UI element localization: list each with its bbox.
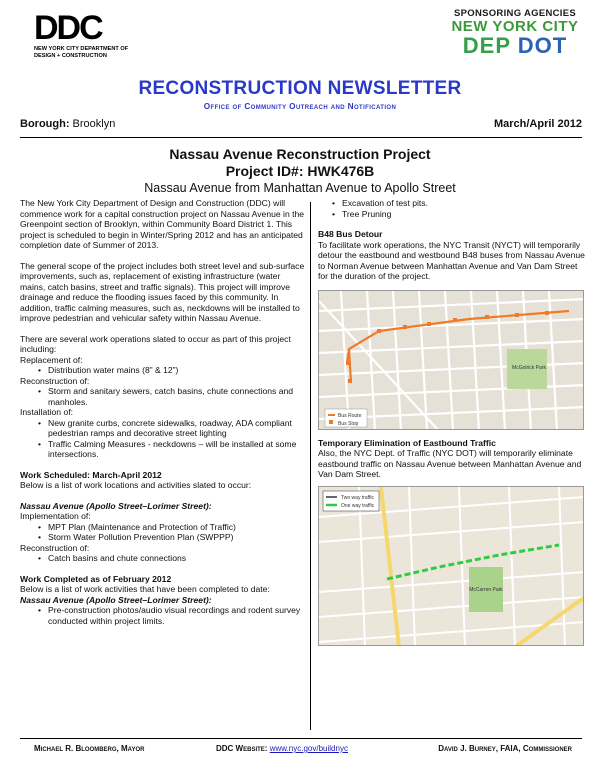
website-link[interactable]: www.nyc.gov/buildnyc <box>269 744 348 753</box>
dot-logo: DOT <box>517 33 568 58</box>
work-completed-title: Work Completed as of February 2012 <box>20 573 172 584</box>
installation-list <box>20 418 307 460</box>
project-heading <box>0 146 600 195</box>
replacement-label: Replacement of: <box>20 354 83 365</box>
reconstruction2-label: Reconstruction of: <box>20 542 90 553</box>
list-item: • Storm Water Pollution Prevention Plan (SWPPP) <box>38 532 307 543</box>
list-item: • Distribution water mains (8” & 12”) <box>38 365 307 376</box>
location-heading: Nassau Avenue (Apollo Street–Lorimer Street): <box>20 594 212 605</box>
bottom-rule <box>20 738 582 739</box>
installation-label: Installation of: <box>20 407 74 417</box>
sponsoring-agencies-logo <box>440 8 590 72</box>
ddc-logo-line2: DESIGN + CONSTRUCTION <box>34 53 107 59</box>
replacement-list <box>20 365 307 376</box>
masthead <box>0 78 600 111</box>
intro-paragraph: The New York City Department of Design and Construction (DDC) will commence work for a capital construction project on Nassau Avenue in the Greenpoint section of Brooklyn, within Community Board District 1. This project is scheduled to begin in Winter/Spring 2012 and has an anticipated completion date of Summer of 2013. <box>20 198 305 250</box>
project-title: Nassau Avenue Reconstruction Project <box>169 146 431 162</box>
ddc-logo-line1: NEW YORK CITY DEPARTMENT OF <box>34 46 129 52</box>
sponsor-agency-names <box>440 35 590 57</box>
reconstruction-label: Reconstruction of: <box>20 375 90 386</box>
bus-detour-title: B48 Bus Detour <box>318 229 383 239</box>
list-item: • New granite curbs, concrete sidewalks, roadway, ADA compliant pedestrian ramps and decorative street lighting <box>38 418 307 439</box>
website-label: DDC Website: <box>216 744 268 753</box>
page-footer <box>20 744 582 762</box>
traffic-title: Temporary Elimination of Eastbound Traffic <box>318 437 496 448</box>
list-item: • Storm and sanitary sewers, catch basins, chute connections and manholes. <box>38 386 307 407</box>
list-item: • Excavation of test pits. <box>332 198 586 209</box>
column-divider <box>310 202 311 730</box>
map2-park-label: McCarren Park <box>469 586 503 593</box>
sponsor-city: NEW YORK CITY <box>451 18 579 35</box>
website-credit <box>216 744 348 753</box>
issue-date: March/April 2012 <box>493 118 582 130</box>
page-header <box>0 0 600 74</box>
list-item: • MPT Plan (Maintenance and Protection of Traffic) <box>38 522 307 533</box>
map2-legend-one-way: One way traffic <box>341 502 375 509</box>
ddc-logo-letters: DDC <box>34 9 102 47</box>
info-bar <box>20 118 582 136</box>
borough-value: Brooklyn <box>72 118 116 130</box>
project-subtitle: Nassau Avenue from Manhattan Avenue to Apollo Street <box>144 181 456 195</box>
list-item: • Catch basins and chute connections <box>38 553 307 564</box>
implementation-label: Implementation of: <box>20 511 91 521</box>
sponsor-title: SPONSORING AGENCIES <box>453 8 576 19</box>
project-id: Project ID#: HWK476B <box>225 163 375 179</box>
bus-detour-map-graphic <box>319 291 584 430</box>
continued-list <box>318 198 586 219</box>
traffic-text: Also, the NYC Dept. of Traffic (NYC DOT) will temporarily eliminate eastbound traffic on Nassau Avenue between Manhattan Avenue and Van Dam Street. <box>318 448 582 479</box>
borough-label: Borough: <box>20 118 70 130</box>
left-column <box>20 198 307 738</box>
reconstruction2-list <box>20 553 307 564</box>
traffic-map <box>318 486 584 646</box>
dep-logo: DEP <box>462 33 511 58</box>
reconstruction-list <box>20 386 307 407</box>
mayor-credit: Michael R. Bloomberg, Mayor <box>34 744 145 753</box>
ddc-logo <box>34 10 184 70</box>
completed-list <box>20 605 307 626</box>
implementation-list <box>20 522 307 543</box>
list-item: • Pre-construction photos/audio visual recordings and rodent survey conducted within project limits. <box>38 605 307 626</box>
commissioner-credit: David J. Burney, FAIA, Commissioner <box>438 744 572 753</box>
list-item: • Traffic Calming Measures - neckdowns – will be installed at some intersections. <box>38 439 307 460</box>
newsletter-title: RECONSTRUCTION NEWSLETTER <box>138 78 462 99</box>
map2-legend-two-way: Two way traffic <box>341 494 374 501</box>
operations-intro: There are several work operations slated to occur as part of this project including: <box>20 333 291 354</box>
top-rule <box>20 137 582 138</box>
list-item: • Tree Pruning <box>332 209 586 220</box>
work-completed-intro: Below is a list of work activities that have been completed to date: <box>20 584 270 594</box>
map1-legend-route: Bus Route <box>338 412 362 419</box>
right-column <box>318 198 586 738</box>
work-scheduled-title: Work Scheduled: March-April 2012 <box>20 469 162 480</box>
map1-park-label: McGolrick Park <box>512 364 546 371</box>
map1-legend-stop: Bus Stop <box>338 420 359 427</box>
location-heading: Nassau Avenue (Apollo Street–Lorimer Street): <box>20 500 212 511</box>
work-scheduled-intro: Below is a list of work locations and activities slated to occur: <box>20 480 252 490</box>
scope-paragraph: The general scope of the project includes both street level and sub-surface improvements, such as, replacement of existing infrastructure (water mains, catch basins, street and traffic signals). This project will improve drainage and reduce the flooding issues faced by this community. In addition, traffic calming measures, such as, neckdowns will be installed to improve pedestrian and vehicular safety within Nassau Avenue. <box>20 260 305 323</box>
office-name: Office of Community Outreach and Notification <box>203 102 397 111</box>
bus-detour-text: To facilitate work operations, the NYC Transit (NYCT) will temporarily detour the eastbound and westbound B48 buses from Nassau Avenue to Norman Avenue between Manhattan Avenue and Van Dam Street for the duration of the project. <box>318 239 585 281</box>
borough <box>20 118 115 130</box>
bus-detour-map <box>318 290 584 430</box>
